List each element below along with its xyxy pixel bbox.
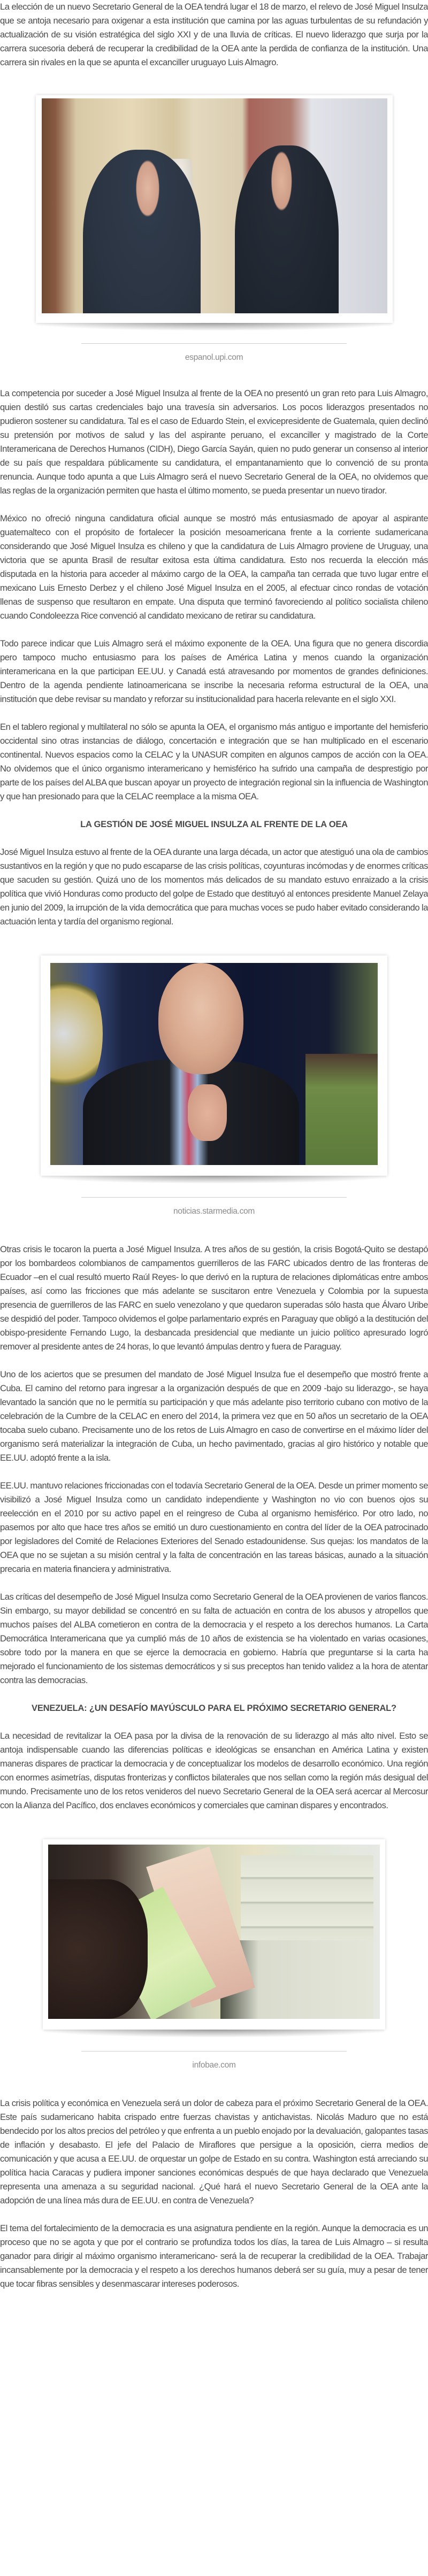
paragraph: En el tablero regional y multilateral no sólo se apunta la OEA, el organismo más antiguo e importante del hemisferio occidental sino otras instancias de diálogo, concertación e integración que se han multiplicado en el escenario continental. Nuevos espacios como la CELAC y la UNASUR compiten en algunos campos de acción con la OEA. No olvidemos que el único organismo interamericano y hemisférico ha sufrido una campaña de desprestigio por parte de los países del ALBA que buscan apoyar un proyecto de integración regional sin la influencia de Washington y que han presionado para que la CELAC reemplace a la misma OEA. — [0, 722, 428, 801]
figure-almagro-insulza — [0, 95, 428, 364]
photo-frame — [41, 955, 387, 1176]
section-heading-venezuela: VENEZUELA: ¿UN DESAFÍO MAYÚSCULO PARA EL PRÓXIMO SECRETARIO GENERAL? — [32, 1703, 396, 1713]
section-heading-insulza: LA GESTIÓN DE JOSÉ MIGUEL INSULZA AL FRENTE DE LA OEA — [80, 820, 348, 829]
chair — [305, 1054, 378, 1165]
paragraph: La necesidad de revitalizar la OEA pasa por la divisa de la renovación de su liderazgo al más alto nivel. Esto se antoja indispensable cuando las diferencias políticas e ideológicas se ensanchan en América Latina y existen maneras dispares de practicar la democracia y de conceptualizar los modelos de desarrollo económico. Una región con enormes asimetrías, disputas fronterizas y conflictos bilaterales que nos sellan como la región más desigual del mundo. Precisamente uno de los retos venideros del nuevo Secretario General de la OEA será acercar al Mercosur con la Alianza del Pacífico, dos enclaves económicos y comerciales que caminan dispares y encontrados. — [0, 1731, 428, 1810]
photo-banknotes — [48, 1845, 380, 2019]
paragraph: Otras crisis le tocaron la puerta a José Miguel Insulza. A tres años de su gestión, la crisis Bogotá-Quito se destapó por los bombardeos colombianos de campamentos guerrilleros de las FARC ubicados dentro de las fronteras de Ecuador –en el cual resultó muerto Raúl Reyes- lo que derivó en la ruptura de relaciones diplomáticas entre ambos países, así como las fricciones que más adelante se suscitaron entre Venezuela y Colombia por la supuesta presencia de guerrilleros de las FARC en suelo venezolano y que quedaron superadas sólo hasta que Álvaro Uribe se despidió del poder. Tampoco olvidemos el golpe parlamentario exprés en Paraguay que obligó a la destitución del obispo-presidente Fernando Lugo, la desbancada presidencial que mediante un juicio político apresurado logró remover al presidente antes de 24 horas, lo que levantó ámpulas dentro y fuera de Paraguay. — [0, 1244, 428, 1352]
person-head — [158, 963, 243, 1074]
figure-banknotes — [0, 1839, 428, 2072]
raised-hand — [188, 1084, 227, 1141]
paragraph: Las críticas del desempeño de José Miguel Insulza como Secretario General de la OEA provienen de varios flancos. Sin embargo, su mayor debilidad se concentró en su falta de actuación en contra de los abusos y atropellos que muchos países del ALBA cometieron en contra de la democracia y el respeto a los derechos humanos. La Carta Democrática Interamericana que ya cumplió más de 10 años de existencia se ha violentado en varias ocasiones, sobre todo por la manera en que se ejerce la democracia en gobierno. Habría que preguntarse si la carta ha mejorado el funcionamiento de los sistemas democráticos y si sus preceptos han tenido validez a la hora de atentar contra las democracias. — [0, 1592, 428, 1685]
hand — [48, 1879, 148, 2019]
caption-divider — [81, 1197, 347, 1198]
photo-credit: espanol.upi.com — [185, 353, 243, 362]
person-insulza — [83, 150, 201, 313]
photo-frame — [36, 95, 393, 323]
caption-divider — [81, 343, 347, 344]
paragraph: La crisis política y económica en Venezuela será un dolor de cabeza para el próximo Secretario General de la OEA. Este país sudamericano habita crispado entre fuerzas chavistas y antichavistas. Nicolás Maduro que no está bendecido por los altos precios del petróleo y que enfrenta a un pueblo enojado por la devaluación, galopantes tasas de inflación y desabasto. El jefe del Palacio de Miraflores que persigue a la oposición, cierra medios de comunicación y que acusa a EE.UU. de orquestar un golpe de Estado en su contra. Washington está arreciando su política hacia Caracas y pudiera imponer sanciones económicas después de que haya declarado que Venezuela representa una amenaza a su seguridad nacional. ¿Qué hará el nuevo Secretario General de la OEA ante la adopción de una línea más dura de EE.UU. en contra de Venezuela? — [0, 2098, 428, 2205]
paragraph-intro: La elección de un nuevo Secretario General de la OEA tendrá lugar el 18 de marzo, el relevo de José Miguel Insulza que se antoja necesario para oxigenar a esta institución que camina por las aguas turbulentas de su refundación y actualización de su visión estratégica del siglo XXI y de una lluvia de críticas. El nuevo liderazgo que surja por la carrera sucesoria deberá de recuperar la credibilidad de la OEA ante la perdida de confianza de la institución. Una carrera sin rivales en la que se apunta el excanciller uruguayo Luis Almagro. — [0, 2, 428, 67]
photo-handshake — [42, 98, 387, 313]
paragraph: José Miguel Insulza estuvo al frente de la OEA durante una larga década, un actor que atestiguó una ola de cambios sustantivos en la región y que no pudo escaparse de las crisis políticas, coyunturas incómodas y de enormes críticas que sacuden su gestión. Quizá uno de los momentos más delicados de su mandato estuvo enraizado a la crisis política que vivió Honduras como producto del golpe de Estado que destituyó al entonces presidente Manuel Zelaya en junio del 2009, la irrupción de la vida democrática que para muchas voces se pudo haber evitado considerando la actuación lenta y tardía del organismo regional. — [0, 847, 428, 927]
photo-credit: infobae.com — [192, 2061, 236, 2070]
figure-insulza — [0, 955, 428, 1218]
paragraph: Uno de los aciertos que se presumen del mandato de José Miguel Insulza fue el desempeño que mostró frente a Cuba. El camino del retorno para ingresar a la organización después de que en 2009 -bajo su liderazgo-, se haya levantado la sanción que no le permitía su participación y que más adelante piso territorio cubano con motivo de la celebración de la Cumbre de la CELAC en enero del 2014, la primera vez que en 50 años un secretario de la OEA tocaba suelo cubano. Precisamente uno de los retos de Luis Almagro en caso de convertirse en el máximo líder del organismo será materializar la integración de Cuba, un hecho pavimentado, gracias al giro histórico y notable que EE.UU. adoptó frente a la isla. — [0, 1369, 428, 1463]
person-almagro — [235, 145, 339, 313]
paragraph: La competencia por suceder a José Miguel Insulza al frente de la OEA no presentó un gran reto para Luis Almagro, quien destiló sus cartas credenciales bajo una travesía sin adversarios. Los pocos liderazgos presentados no pudieron sostener su candidatura. Tal es el caso de Eduardo Stein, el exvicepresidente de Guatemala, quien declinó su pretensión por motivos de salud y las del aspirante peruano, el excanciller y magistrado de la Corte Interamericana de Derechos Humanos (CIDH), Diego García Sayán, quien no pudo generar un consenso al interior de su país que respaldara públicamente su candidatura, el empantanamiento que lo convenció de su pronta renuncia. Aunque todo apunta a que Luis Almagro será el nuevo Secretario General de la OEA, no olvidemos que las reglas de la organización permiten que hasta el último momento, se pueda presentar un nuevo tirador. — [0, 388, 428, 496]
photo-credit: noticias.starmedia.com — [173, 1207, 255, 1216]
paragraph: EE.UU. mantuvo relaciones friccionadas con el todavía Secretario General de la OEA. Desde un primer momento se visibilizó a José Miguel Insulza como un candidato independiente y Washington no vio con buenos ojos su reelección en el 2010 por su activo papel en el reingreso de Cuba al organismo hemisférico. Por otro lado, no pasemos por alto que hace tres años se emitió un duro cuestionamiento en contra del líder de la OEA patrocinado por legisladores del Comité de Relaciones Exteriores del Senado estadounidense. Sus quejas: los mandatos de la OEA que no se sujetan a su misión central y la falta de concentración en las tareas básicas, aunado a la situación precaria en materia financiera y administrativa. — [0, 1480, 428, 1574]
photo-frame — [43, 1839, 385, 2030]
paragraph: México no ofreció ninguna candidatura oficial aunque se mostró más entusiasmado de apoyar al aspirante guatemalteco con el propósito de fortalecer la posición mesoamericana frente a la corriente sudamericana considerando que José Miguel Insulza es chileno y que la candidatura de Luis Almagro proviene de Uruguay, una victoria que se apunta Brasil de resultar exitosa esta última candidatura. Esto nos recuerda la elección más disputada en la historia para acceder al máximo cargo de la OEA, la campaña tan cerrada que tuvo lugar entre el mexicano Luis Ernesto Derbez y el chileno José Miguel Insulza en el 2005, al efectuar cinco rondas de votación llenas de suspenso que resultaron en empate. Una disputa que terminó favoreciendo al político socialista chileno cuando Condoleezza Rice convenció al candidato mexicano de retirar su candidatura. — [0, 513, 428, 621]
paragraph: Todo parece indicar que Luis Almagro será el máximo exponente de la OEA. Una figura que no genera discordia pero tampoco mucho entusiasmo para los países de América Latina y menos cuando la organización interamericana en la que participan EE.UU. y Canadá está atravesando por momentos de grandes definiciones. Dentro de la agenda pendiente latinoamericana se inscribe la necesaria reforma estructural de la OEA, una institución que debe revisar su mandato y reforzar su institucionalidad para hacerla relevante en el siglo XXI. — [0, 638, 428, 704]
photo-insulza-speaking — [50, 963, 378, 1165]
paragraph-closing: El tema del fortalecimiento de la democracia es una asignatura pendiente en la región. Aunque la democracia es un proceso que no se agota y que por el contrario se profundiza todos los días, la tarea de Luis Almagro – si resulta ganador para dirigir al máximo organismo interamericano- será la de recuperar la credibilidad de la OEA. Trabajar incansablemente por la democracia y el respeto a los derechos humanos deberá ser su guía, muy a pesar de tener que tocar fibras sensibles y desenmascarar intereses poderosos. — [0, 2223, 428, 2289]
